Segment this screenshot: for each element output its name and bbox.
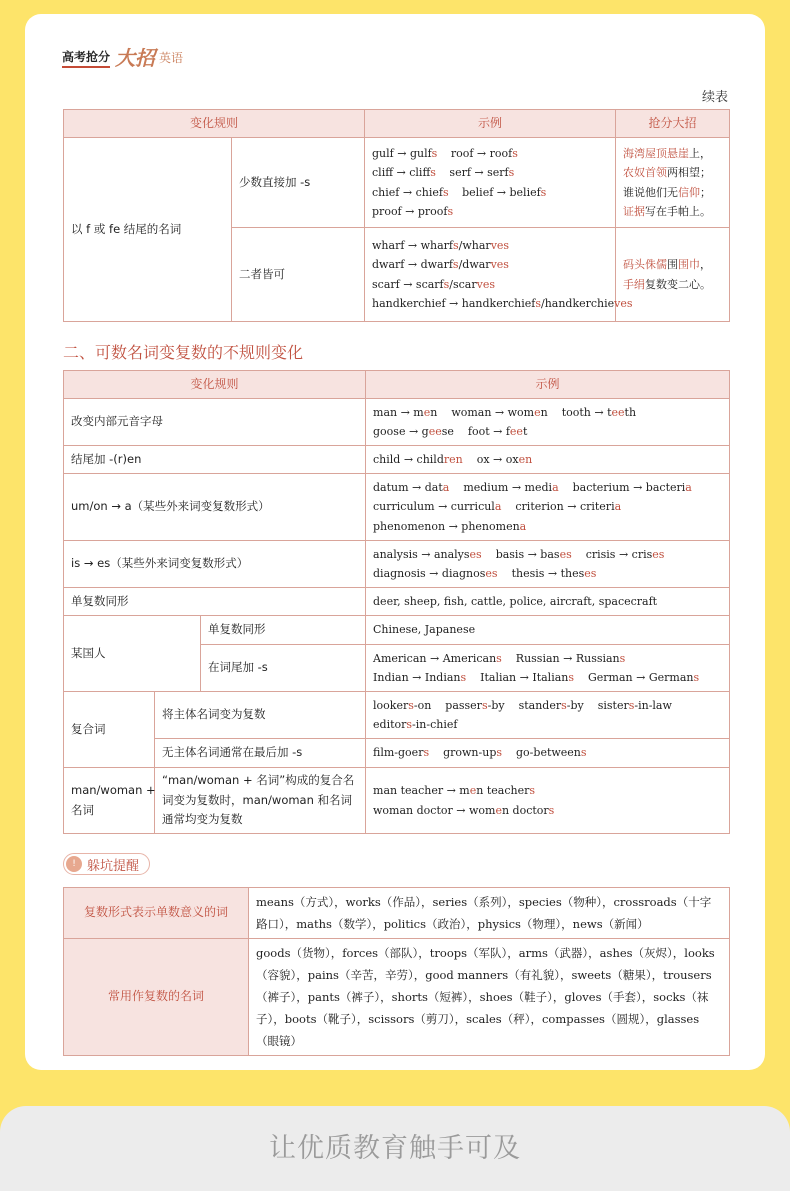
brand-logo: 大招 [115, 46, 156, 70]
table-f-fe-plurals [63, 109, 730, 322]
rule-cell: is → es（某些外来词变复数形式） [64, 541, 366, 588]
sub-rule: “man/woman + 名词”构成的复合名 词变为复数时，man/woman 和名词 通常均变为复数 [155, 768, 366, 834]
sub-rule: 在词尾加 -s [201, 645, 366, 692]
rule-cell: um/on → a（某些外来词变复数形式） [64, 474, 366, 541]
col-header-rule: 变化规则 [64, 371, 366, 399]
rule-cell: 单复数同形 [64, 588, 366, 616]
tip-title: 躲坑提醒 [87, 858, 140, 874]
sub-rule: 单复数同形 [201, 616, 366, 645]
examples-cell [365, 228, 633, 322]
examples-cell: analysis → analyses basis → bases crisis → crises diagnosis → diagnoses thesis → theses [366, 541, 730, 588]
tip-text: means（方式），works（作品），series（系列），species（物种），crossroads（十字路口），maths（数学），politics（政治），physics（物理），news（新闻） [249, 888, 730, 939]
example-line: dwarf → dwarfs/dwarves [372, 258, 509, 271]
footer-slogan: 让优质教育触手可及 [269, 1133, 521, 1164]
sub-rule: 少数直接加 -s [232, 138, 365, 228]
examples-cell [365, 138, 616, 228]
examples-cell: American → Americans Russian → Russians Indian → Indians Italian → Italians German → Germans [366, 645, 730, 692]
table-irregular-plurals [63, 370, 730, 834]
sub-rule: 二者皆可 [232, 228, 365, 322]
book-header [62, 44, 183, 68]
example-line: cliff → cliffs serf → serfs [372, 166, 515, 179]
examples-cell: film-goers grown-ups go-betweens [366, 739, 730, 768]
tip-banner [63, 853, 150, 875]
examples-cell: man teacher → men teachers woman doctor → women doctors [366, 768, 730, 834]
examples-cell: datum → data medium → media bacterium → bacteria curriculum → curricula criterion → criteria phenomenon → phenomena [366, 474, 730, 541]
col-header-example: 示例 [365, 110, 616, 138]
tip-text: goods（货物），forces（部队），troops（军队），arms（武器），ashes（灰烬），looks（容貌），pains（辛苦，辛劳），good manners（有礼貌），sweets（糖果），trousers（裤子），pants（裤子），shorts（短裤），shoes（鞋子），gloves（手套），socks（袜子），boots（靴子），scissors（剪刀），scales（秤），compasses（圆规），glasses（眼镜） [249, 939, 730, 1056]
rule-cell: 复合词 [64, 692, 155, 768]
examples-cell: child → children ox → oxen [366, 446, 730, 474]
subject-label: 英语 [159, 51, 184, 65]
examples-cell: lookers-on passers-by standers-by sisters-in-law editors-in-chief [366, 692, 730, 739]
rule-main: 以 f 或 fe 结尾的名词 [64, 138, 232, 322]
tip-cell: 海湾屋顶悬崖上， 农奴首领两相望； 谁说他们无信仰； 证据写在手帕上。 [616, 138, 730, 228]
col-header-example: 示例 [366, 371, 730, 399]
tip-cell: 码头侏儒围围巾， 手绢复数变二心。 [616, 228, 730, 322]
sub-rule: 无主体名词通常在最后加 -s [155, 739, 366, 768]
rule-cell: 结尾加 -(r)en [64, 446, 366, 474]
brand-label: 高考抢分 [62, 48, 110, 68]
examples-cell: Chinese, Japanese [366, 616, 730, 645]
example-line: scarf → scarfs/scarves [372, 277, 495, 291]
section-title: 二、可数名词变复数的不规则变化 [63, 343, 304, 362]
example-line: gulf → gulfs roof → roofs [372, 146, 518, 160]
table-tips [63, 887, 730, 1056]
tip-label: 常用作复数的名词 [64, 939, 249, 1056]
example-line: proof → proofs [372, 205, 454, 218]
col-header-tip: 抢分大招 [616, 110, 730, 138]
example-line: wharf → wharfs/wharves [372, 238, 510, 252]
col-header-rule: 变化规则 [64, 110, 365, 138]
tip-label: 复数形式表示单数意义的词 [64, 888, 249, 939]
continued-label: 续表 [701, 90, 728, 105]
example-line: chief → chiefs belief → beliefs [372, 185, 547, 199]
rule-cell: 改变内部元音字母 [64, 399, 366, 446]
rule-cell: 某国人 [64, 616, 201, 692]
warning-bell-icon: ! [66, 856, 82, 872]
rule-cell: man/woman + 名词 [64, 768, 155, 834]
sub-rule: 将主体名词变为复数 [155, 692, 366, 739]
examples-cell: deer, sheep, fish, cattle, police, aircraft, spacecraft [366, 588, 730, 616]
example-line: handkerchief → handkerchiefs/handkerchieves [372, 297, 633, 310]
examples-cell: man → men woman → women tooth → teeth goose → geese foot → feet [366, 399, 730, 446]
